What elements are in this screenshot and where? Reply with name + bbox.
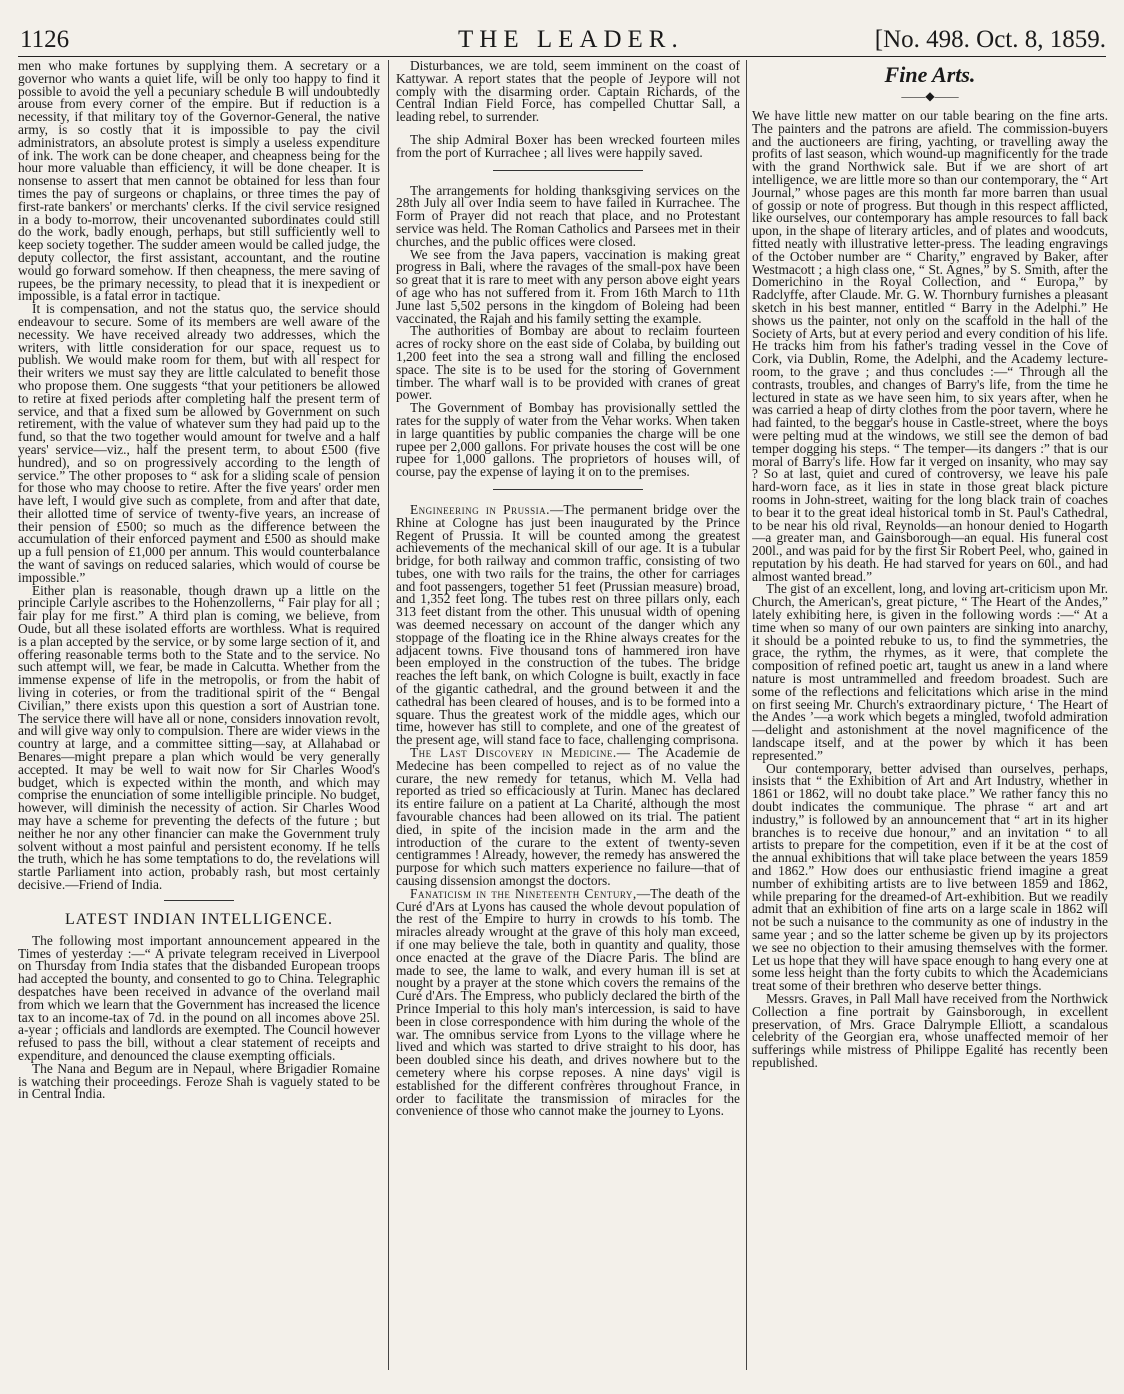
page-number: 1126 (20, 26, 70, 53)
issue-date: [No. 498. Oct. 8, 1859. (874, 26, 1106, 53)
news-heading: Fanaticism in the Nineteenth Century, (410, 885, 637, 901)
paragraph: The arrangements for holding thanksgiving services on the 28th July all over India seem to have failed in Kurrachee. The Form of Prayer did not reach that place, and no Protestant service was held. The Roman Catholics and Parsees met in their churches, and the public offices were closed. (396, 182, 740, 249)
news-body: —The permanent bridge over the Rhine at Cologne has just been inaugurated by the Prince Regent of Prussia. It will be counted among the greatest achievements of the mechanical skill of our age. It is a tubular bridge, for both railway and common traffic, consisting of two tubes, one with two rails for the trains, the other for carriages and foot passengers, together 51 feet (Prussian measure) broad, and 1,352 feet long. The tubes rest on three pillars only, each 313 feet distant from the other. This unusual width of opening was deemed necessary on account of the danger which any stoppage of the floating ice in the Rhine always creates for the adjacent towns. Five thousand tons of hammered iron have been employed in the construction of the tubes. The bridge reaches the left bank, on which Cologne is built, exactly in face of the gigantic cathedral, and the ground between it and the cathedral has been cleared of houses, and is to be formed into a square. Thus the greatest work of the middle ages, which our time, however has still to complete, and one of the greatest of the present age, will stand face to face, challenging comprisona. (396, 501, 740, 748)
column-left (18, 60, 380, 1380)
paragraph: The Government of Bombay has provisionally settled the rates for the supply of water from the Vehar works. When taken in large quantities by public companies the charge will be one rupee per 2,000 gallons. For private houses the cost will be one rupee for 1,000 gallons. The proprietors of houses will, of course, pay the expense of laying it on to the premises. (396, 400, 740, 480)
masthead (18, 22, 1106, 57)
paragraph: The authorities of Bombay are about to reclaim fourteen acres of rocky shore on the east side of Colaba, by building out 1,200 feet into the sea a strong wall and filling the enclosed space. The site is to be used for the storing of Government timber. The wharf wall is to be provided with cranes of great power. (396, 323, 740, 403)
column-divider (388, 60, 389, 1370)
divider (164, 900, 234, 901)
divider (493, 489, 643, 490)
news-item (396, 747, 740, 888)
paragraph: The Nana and Begum are in Nepaul, where Brigadier Romaine is watching their proceedings. Feroze Shah is vaguely stated to be in Central India. (18, 1060, 380, 1102)
paragraph: We see from the Java papers, vaccination is making great progress in Bali, where the ravages of the small-pox have been so great that it is rare to meet with any person above eight years of age who has not suffered from it. From 16th March to 11th June last 5,502 persons in the kingdom of Boleing had been vaccinated, the Rajah and his family setting the example. (396, 246, 740, 326)
news-body: —The death of the Curé d'Ars at Lyons has caused the whole devout population of the rest of the Empire to hurry in crowds to his tomb. The miracles already wrought at the grave of this holy man exceed, if one may believe the tale, both in quantity and quality, those once enacted at the grave of the Diacre Paris. The blind are made to see, the lame to walk, and every human ill is set at nought by a prayer at the stone which covers the remains of the Curé d'Ars. The Empress, who publicly declared the birth of the Prince Imperial to this holy man's intercession, is said to have been in close correspondence with him during the whole of the war. The omnibus service from Lyons to the village where he lived and which was started to drive straight to his door, has been doubled since his death, and drives nowhere but to the cemetery where his corpse reposes. A nine days' vigil is established for the different confrères throughout France, in order to facilitate the transmission of miracles for the convenience of those who cannot make the journey to Lyons. (396, 885, 740, 1119)
news-item (396, 885, 740, 1119)
paragraph: The gist of an excellent, long, and loving art-criticism upon Mr. Church, the American's, great picture, “ The Heart of the Andes,” lately exhibiting here, is given in the following words :—“ At a time when so many of our own painters are sinking into anarchy, it should be a pointed rebuke to us, to find the symmetries, the grace, the rythm, the rhymes, as it were, that complete the composition of refined poetic art, taught us anew in a land where nature is most untrammelled and freedom broadest. Such are some of the reflections and felicitations which arise in the mind on first seeing Mr. Church's extraordinary picture, ‘ The Heart of the Andes ’—a work which begets a mingled, twofold admiration —delight and astonishment at the novel magnificence of the landscape itself, and at the power by which it has been represented.” (752, 581, 1108, 763)
column-middle (396, 60, 740, 1380)
paragraph: Either plan is reasonable, though drawn up a little on the principle Carlyle ascribes to the Hohenzollerns, “ Fair play for all ; fair play for me first.” A third plan is coming, we believe, from Oude, but all these isolated efforts are worthless. What is required is a plan accepted by the service, or by some large section of it, and offering reasonable terms both to the State and to the service. No such attempt will, we fear, be made in Calcutta. Whether from the immense expense of life in the metropolis, or from the habit of living in coteries, or from the traditional spirit of the “ Bengal Civilian,” there exists upon this question a sort of Austrian tone. The service there will have all or none, considers innovation revolt, and will give way only to compulsion. There are wider views in the country at large, and a committee sitting—say, at Allahabad or Benares—might prepare a plan which would be very generally accepted. It may be well to wait now for Sir Charles Wood's budget, which is expected within the month, and which may comprise the enunciation of some intelligible principle. No budget, however, will diminish the necessity of action. Sir Charles Wood may have a scheme for preventing the defects of the future ; but neither he nor any other financier can make the Government truly solvent without a most painful and persistent economy. If he tells the truth, which he has some temptations to do, the revelations will startle Parliament into action, probably rash, but most certainly decisive.—Friend of India. (18, 582, 380, 892)
paragraph: We have little new matter on our table bearing on the fine arts. The painters and the patrons are afield. The commission-buyers and the auctioneers are firing, yachting, or travelling away the profits of last season, which wound-up magnificently for the trade with the grand Northwick sale. But if we are short of art intelligence, we are little more so than our contemporary, the “ Art Journal,” whose pages are this month far more barren than usual of gossip or note of progress. But though in this respect afflicted, like ourselves, our contemporary has ample resources to fall back upon, in the shape of literary articles, and of plates and woodcuts, fitted neatly with illustrative letter-press. The leading engravings of the October number are “ Charity,” engraved by Baker, after Westmacott ; a high class one, “ St. Agnes,” by S. Smith, after the Domerichino in the Royal Collection, and “ Europa,” by Radclyffe, after Claude. Mr. G. W. Thornbury furnishes a pleasant sketch in his best manner, entitled “ Barry in the Adelphi.” He shows us the painter, not only on the scaffold in the hall of the Society of Arts, but at every period and every condition of his life. He tracks him from his father's trading vessel in the Cove of Cork, via Dublin, Rome, the Adelphi, and the Academy lecture-room, to the grave ; and thus concludes :—“ Through all the contrasts, troubles, and changes of Barry's life, from the time he lectured in state as we have seen him, to six years after, when he was carried a heap of dirty clothes from the poor tavern, where he had fainted, to the beggar's house in Castle-street, where the boys were pelting mud at the windows, we still see the demon of bad temper dogging his steps. “ The temper—its dangers :” that is our moral of Barry's life. How far it verged on insanity, who may say ? So at last, quiet and cured of controversy, we leave his pale hard-worn face, as it lies in state in those great black picture rooms in John-street, waiting for the long black train of coaches to bear it to the great ideal historical tomb in St. Paul's Cathedral, to be near his old rival, Reynolds—an honour denied to Hogarth—a greater man, and Gainsborough—an equal. His funeral cost 200l., and was paid for by the first Sir Robert Peel, who, gained in reputation by his death. He had starved for years on 60l., and had almost wanted bread.” (752, 108, 1108, 584)
news-body: — The Academie de Medecine has been compelled to reject as of no value the curare, the new remedy for tetanus, which M. Vella had reported as tried so efficaciously at Turin. Manec has declared its entire failure on a patient at La Charité, although the most favourable chances had been allowed on its trial. The patient died, in spite of the incision made in the arm and the introduction of the curare to the extent of twenty-seven centigrammes ! Already, however, the remedy has answered the purpose for which such matters experience no failure—that of causing dissension amongst the doctors. (396, 745, 740, 889)
paragraph: Disturbances, we are told, seem imminent on the coast of Kattywar. A report states that the people of Jeypore will not comply with the disarming order. Captain Richards, of the Central Indian Field Force, has compelled Chuttar Sall, a leading rebel, to surrender. (396, 60, 740, 125)
ornament: ——◆—— (901, 89, 959, 103)
paragraph: The ship Admiral Boxer has been wrecked fourteen miles from the port of Kurrachee ; all lives were happily saved. (396, 131, 740, 160)
news-heading: The Last Discovery in Medicine. (410, 745, 617, 761)
news-item (396, 501, 740, 748)
paragraph: The following most important announcement appeared in the Times of yesterday :—“ A private telegram received in Liverpool on Thursday from India states that the disbanded European troops had accepted the bounty, and consented to go to China. Telegraphic despatches have been received in advance of the overland mail from which we learn that the Government has increased the licence tax to an income-tax of 7d. in the pound on all incomes above 25l. a-year ; officials and landlords are exempted. The Council however refused to pass the bill, without a clear statement of receipts and expenditure, and denounced the clause exempting officials. (18, 932, 380, 1063)
column-right (752, 60, 1108, 1380)
section-heading: Fine Arts. (884, 62, 976, 87)
divider (493, 170, 643, 171)
paragraph: men who make fortunes by supplying them. A secretary or a governor who wants a quiet life, will be only too happy to find it possible to avoid the yell a pecuniary schedule B will undoubtedly arouse from every corner of the empire. But if reduction is a necessity, if that military toy of the Governor-General, the native army, is so costly that it is impossible to pay the civil administrators, an absolute protest is simply a useless expenditure of ink. The work can be done cheaper, and cheapness being for the hour more valuable than efficiency, it will be done cheaper. It is nonsense to assert that men cannot be obtained for less than four times the pay of surgeons or chaplains, or three times the pay of first-rate bankers' or merchants' clerks. If the civil service resigned in a body to-morrow, their uncovenanted subordinates could still do the work, badly enough, perhaps, but still sufficiently well to keep society together. The sudder ameen would be called judge, the deputy collector, the first assistant, accountant, and the routine would go forward somehow. If then cheapness, the mere saving of rupees, be the primary necessity, to plead that it is inexpedient or impossible, is a fatal error in tactique. (18, 60, 380, 304)
news-heading: Engineering in Prussia. (410, 501, 550, 517)
paragraph: Our contemporary, better advised than ourselves, perhaps, insists that “ the Exhibition of Art and Art Industry, whether in 1861 or 1862, will no doubt take place.” We rather fancy this no doubt indicates the communique. The phrase “ art and art industry,” is followed by an announcement that “ art in its higher branches is to receive due honour,” and an invitation “ to all artists to prepare for the competition, even if it be at the cost of the annual exhibitions that will take place between the years 1859 and 1862.” How does our enthusiastic friend imagine a great number of exhibiting artists are to live between 1859 and 1862, while preparing for the dreamed-of Art-exhibition. But we readily admit that an exhibition of fine arts on a large scale in 1862 will not be such a nuisance to the community as one of industry in the same year ; and so the latter scheme be given up by its projectors we see no objection to their amusing themselves with the former. Let us hope that they will have space enough to hang every one at some less height than the forty cubits to which the Academicians treat some of their brethren who deserve better things. (752, 760, 1108, 994)
newspaper-title: THE LEADER. (458, 26, 684, 53)
paragraph: Messrs. Graves, in Pall Mall have received from the Northwick Collection a fine portrait by Gainsborough, in excellent preservation, of Mrs. Grace Dalrymple Elliott, a scandalous celebrity of the Georgian era, whose unaffected memoir of her sufferings while mistress of Philippe Egalité has recently been republished. (752, 990, 1108, 1070)
column-divider (746, 60, 747, 1370)
section-heading: LATEST INDIAN INTELLIGENCE. (65, 910, 333, 928)
paragraph: It is compensation, and not the status quo, the service should endeavour to secure. Some of its members are well aware of the necessity. We have received already two addresses, which the writers, with little consideration for our space, request us to publish. We would make room for them, but with all respect for their writers we must say they are little calculated to benefit those who propose them. One suggests “that your petitioners be allowed to retire at fixed periods after completing half the present term of service, and that a fixed sum be allowed by Government on such retirement, with the value of whatever sum they had paid up to the fund, so that the two together would amount for twelve and a half years' service—viz., half the present term, to about £500 (five hundred), and so on progressively according to the length of service.” The other proposes to “ ask for a sliding scale of pension for those who may choose to retire. After the five years' order men have left, I would give such as complete, from and after that date, their allotted time of service of twenty-five years, an increase of their pension of £500; so much as the difference between the accumulation of their enforced payment and £500 as should make up a full pension of £1,000 per annum. This would counterbalance the want of savings on reduced salaries, which would of course be impossible.” (18, 301, 380, 585)
